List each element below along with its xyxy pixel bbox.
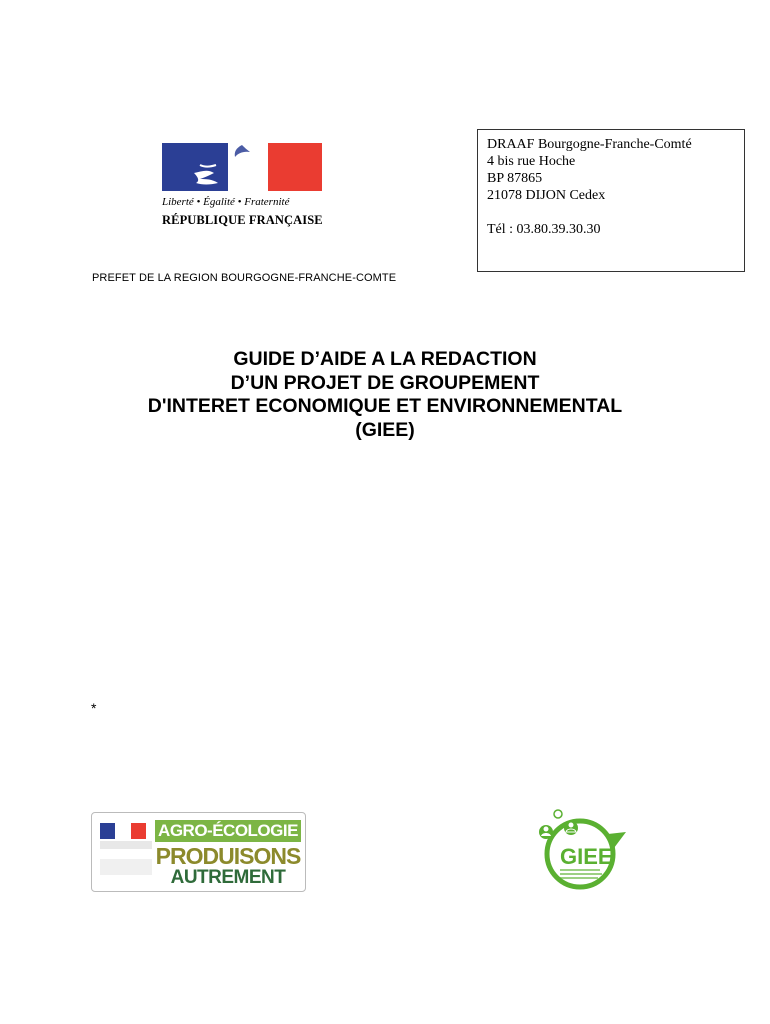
republic-name: RÉPUBLIQUE FRANÇAISE xyxy=(162,213,323,227)
agro-line-3: AUTREMENT xyxy=(170,867,286,888)
address-line-street: 4 bis rue Hoche xyxy=(487,154,576,169)
agro-line-2: PRODUISONS xyxy=(155,843,301,869)
address-line-organization: DRAAF Bourgogne-Franche-Comté xyxy=(487,137,692,152)
republique-francaise-logo xyxy=(162,143,324,227)
mini-flag-icon xyxy=(100,823,146,839)
title-line-1: GUIDE D’AIDE A LA REDACTION xyxy=(233,348,537,370)
republic-motto: Liberté • Égalité • Fraternité xyxy=(162,196,290,208)
asterisk-mark: * xyxy=(91,700,97,716)
title-line-4: (GIEE) xyxy=(355,418,415,441)
address-line-po-box: BP 87865 xyxy=(487,171,543,186)
prefet-label: PREFET DE LA REGION BOURGOGNE-FRANCHE-COMTE xyxy=(92,272,397,284)
agro-ecologie-logo xyxy=(91,812,306,892)
ministry-subtext-placeholder xyxy=(100,859,152,875)
giee-logo xyxy=(530,808,630,892)
title-line-2: D’UN PROJET DE GROUPEMENT xyxy=(230,371,540,394)
address-box xyxy=(477,129,745,272)
ministry-text-placeholder xyxy=(100,841,152,849)
marianne-flag xyxy=(162,143,322,191)
agro-line-1: AGRO-ÉCOLOGIE xyxy=(155,820,301,842)
title-line-3: D'INTERET ECONOMIQUE ET ENVIRONNEMENTAL xyxy=(147,395,623,417)
document-title xyxy=(0,348,770,442)
person-icon-small xyxy=(554,810,562,818)
giee-logo-label: GIEE xyxy=(560,844,613,869)
address-phone: Tél : 03.80.39.30.30 xyxy=(487,222,601,237)
address-line-city: 21078 DIJON Cedex xyxy=(487,188,606,203)
marianne-profile-icon xyxy=(190,143,280,191)
